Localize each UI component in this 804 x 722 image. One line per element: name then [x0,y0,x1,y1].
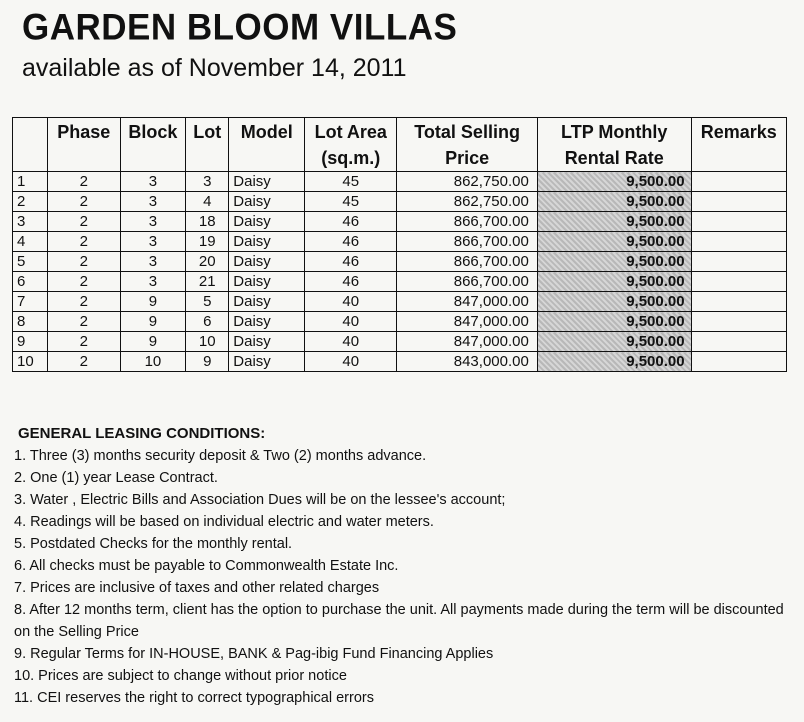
column-subheader-block [120,146,186,172]
model-cell: Daisy [229,312,305,332]
lot-cell: 19 [186,232,229,252]
block-cell: 9 [120,332,186,352]
lot-area-cell: 45 [305,192,397,212]
lot-cell: 10 [186,332,229,352]
block-cell: 3 [120,272,186,292]
column-subheader-phase [47,146,120,172]
remarks-cell [691,332,786,352]
row-number: 1 [13,172,48,192]
column-subheader-lot-area-unit: (sq.m.) [305,146,397,172]
rental-rate-cell: 9,500.00 [537,332,691,352]
rental-rate-cell: 9,500.00 [537,232,691,252]
lot-table-body [13,172,787,372]
model-cell: Daisy [229,212,305,232]
condition-item: 6. All checks must be payable to Commonwealth Estate Inc. [14,558,399,574]
column-header-block: Block [120,118,186,147]
block-cell: 3 [120,172,186,192]
column-header-remarks: Remarks [691,118,786,147]
block-cell: 9 [120,312,186,332]
selling-price-cell: 847,000.00 [397,332,537,352]
phase-cell: 2 [47,312,120,332]
lot-area-cell: 40 [305,332,397,352]
conditions-list [14,445,784,709]
rental-rate-cell: 9,500.00 [537,192,691,212]
row-number: 2 [13,192,48,212]
conditions-heading: GENERAL LEASING CONDITIONS: [18,425,266,442]
row-number: 5 [13,252,48,272]
model-cell: Daisy [229,352,305,372]
lot-cell: 21 [186,272,229,292]
phase-cell: 2 [47,212,120,232]
condition-item: 9. Regular Terms for IN-HOUSE, BANK & Pag-ibig Fund Financing Applies [14,646,494,662]
model-cell: Daisy [229,192,305,212]
selling-price-cell: 866,700.00 [397,212,537,232]
column-header-lot-area: Lot Area [305,118,397,147]
column-subheader-price: Price [397,146,537,172]
lot-cell: 18 [186,212,229,232]
model-cell: Daisy [229,252,305,272]
selling-price-cell: 847,000.00 [397,312,537,332]
remarks-cell [691,272,786,292]
lot-cell: 6 [186,312,229,332]
phase-cell: 2 [47,172,120,192]
rental-rate-cell: 9,500.00 [537,172,691,192]
column-subheader-rental-rate: Rental Rate [537,146,691,172]
selling-price-cell: 866,700.00 [397,272,537,292]
row-number: 10 [13,352,48,372]
phase-cell: 2 [47,292,120,312]
rental-rate-cell: 9,500.00 [537,252,691,272]
condition-item: 2. One (1) year Lease Contract. [14,470,218,486]
condition-item: 3. Water , Electric Bills and Association Dues will be on the lessee's account; [14,492,506,508]
page-title: GARDEN BLOOM VILLAS [22,7,458,48]
table-row [13,232,787,252]
block-cell: 3 [120,252,186,272]
rental-rate-cell: 9,500.00 [537,312,691,332]
rental-rate-cell: 9,500.00 [537,272,691,292]
availability-date: available as of November 14, 2011 [22,54,407,82]
lot-area-cell: 46 [305,272,397,292]
column-header-total-selling: Total Selling [397,118,537,147]
remarks-cell [691,232,786,252]
condition-item: 4. Readings will be based on individual electric and water meters. [14,514,434,530]
row-number: 4 [13,232,48,252]
remarks-cell [691,172,786,192]
selling-price-cell: 847,000.00 [397,292,537,312]
table-header-subrow [13,146,787,172]
table-row [13,192,787,212]
table-row [13,172,787,192]
lot-area-cell: 46 [305,232,397,252]
lot-area-cell: 46 [305,252,397,272]
rental-rate-cell: 9,500.00 [537,292,691,312]
condition-item: 1. Three (3) months security deposit & Two (2) months advance. [14,448,427,464]
table-row [13,312,787,332]
table-row [13,272,787,292]
column-header-model: Model [229,118,305,147]
lot-area-cell: 45 [305,172,397,192]
lot-cell: 20 [186,252,229,272]
column-subheader-number [13,146,48,172]
block-cell: 3 [120,192,186,212]
selling-price-cell: 843,000.00 [397,352,537,372]
remarks-cell [691,212,786,232]
phase-cell: 2 [47,192,120,212]
table-row [13,212,787,232]
block-cell: 10 [120,352,186,372]
block-cell: 3 [120,232,186,252]
model-cell: Daisy [229,272,305,292]
column-header-number [13,118,48,147]
block-cell: 3 [120,212,186,232]
phase-cell: 2 [47,272,120,292]
selling-price-cell: 866,700.00 [397,252,537,272]
row-number: 7 [13,292,48,312]
selling-price-cell: 862,750.00 [397,192,537,212]
lot-area-cell: 40 [305,352,397,372]
block-cell: 9 [120,292,186,312]
column-subheader-remarks [691,146,786,172]
lot-cell: 3 [186,172,229,192]
condition-item: 11. CEI reserves the right to correct typographical errors [14,690,374,706]
row-number: 9 [13,332,48,352]
column-subheader-lot [186,146,229,172]
leasing-conditions [14,423,784,709]
selling-price-cell: 862,750.00 [397,172,537,192]
lot-area-cell: 40 [305,312,397,332]
column-header-lot: Lot [186,118,229,147]
condition-item: 7. Prices are inclusive of taxes and other related charges [14,580,380,596]
condition-item: 10. Prices are subject to change without prior notice [14,668,347,684]
selling-price-cell: 866,700.00 [397,232,537,252]
lot-area-cell: 46 [305,212,397,232]
column-subheader-model [229,146,305,172]
condition-item: 5. Postdated Checks for the monthly rental. [14,536,293,552]
lot-table [12,117,787,372]
model-cell: Daisy [229,332,305,352]
table-header-row [13,118,787,147]
lot-area-cell: 40 [305,292,397,312]
phase-cell: 2 [47,332,120,352]
row-number: 8 [13,312,48,332]
rental-rate-cell: 9,500.00 [537,212,691,232]
table-row [13,252,787,272]
remarks-cell [691,252,786,272]
remarks-cell [691,312,786,332]
lot-cell: 5 [186,292,229,312]
phase-cell: 2 [47,232,120,252]
column-header-ltp-monthly: LTP Monthly [537,118,691,147]
model-cell: Daisy [229,232,305,252]
row-number: 3 [13,212,48,232]
lot-cell: 4 [186,192,229,212]
row-number: 6 [13,272,48,292]
phase-cell: 2 [47,352,120,372]
column-header-phase: Phase [47,118,120,147]
rental-rate-cell: 9,500.00 [537,352,691,372]
remarks-cell [691,192,786,212]
table-row [13,292,787,312]
table-row [13,332,787,352]
table-row [13,352,787,372]
model-cell: Daisy [229,172,305,192]
model-cell: Daisy [229,292,305,312]
remarks-cell [691,292,786,312]
lot-cell: 9 [186,352,229,372]
phase-cell: 2 [47,252,120,272]
remarks-cell [691,352,786,372]
condition-item: 8. After 12 months term, client has the option to purchase the unit. All payments made during the term will be discounted on the Selling Price [14,602,784,640]
